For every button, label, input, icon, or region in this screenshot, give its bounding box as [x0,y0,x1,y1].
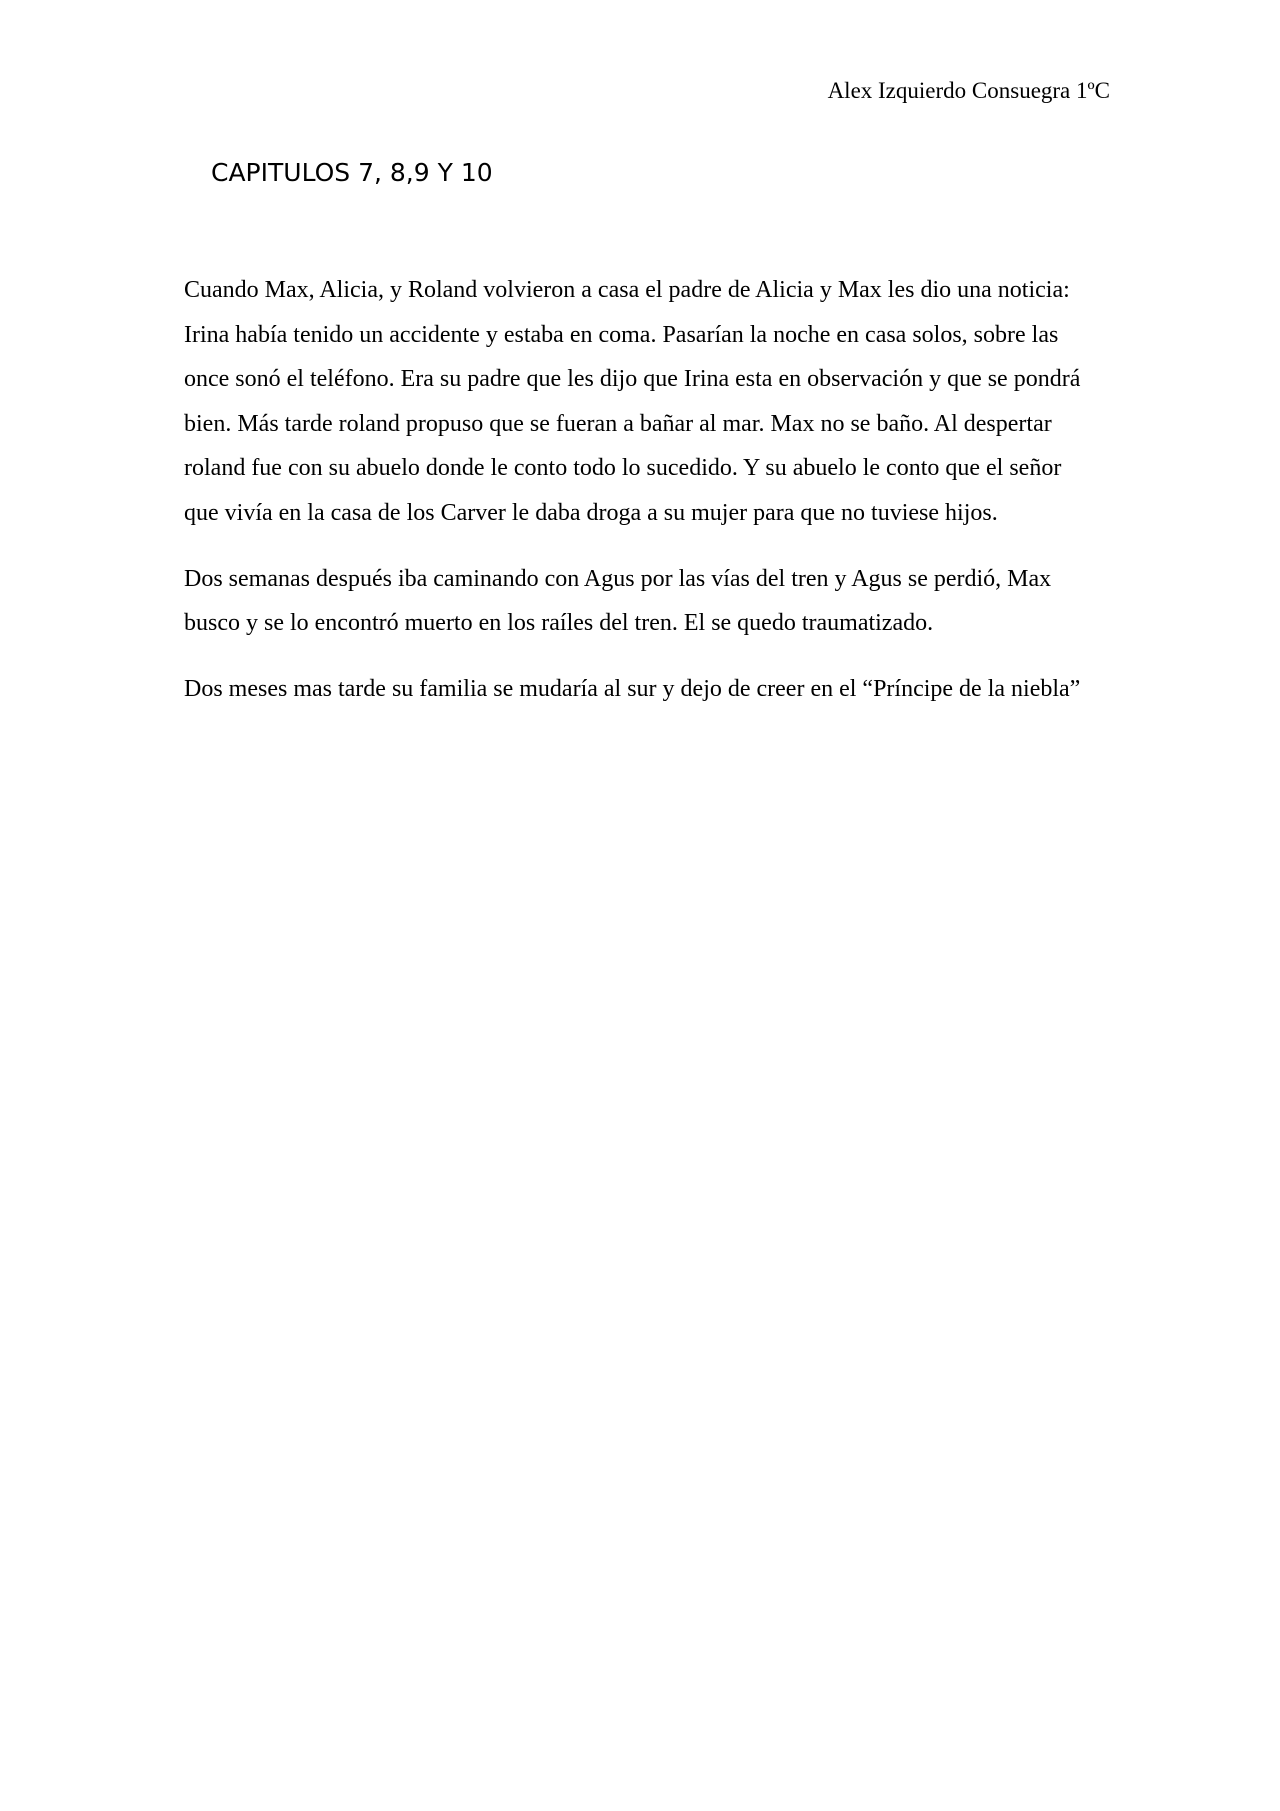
page-title: CAPITULOS 7, 8,9 Y 10 [211,158,493,187]
paragraph-1: Cuando Max, Alicia, y Roland volvieron a casa el padre de Alicia y Max les dio una noticia: Irina había tenido un accidente y estaba en coma. Pasarían la noche en casa solos, sobre las once sonó el teléfono. Era su padre que les dijo que Irina esta en observación y que se pondrá bien. Más tarde roland propuso que se fueran a bañar al mar. Max no se baño. Al despertar roland fue con su abuelo donde le conto todo lo sucedido. Y su abuelo le conto que el señor que vivía en la casa de los Carver le daba droga a su mujer para que no tuviese hijos. [184,277,1081,526]
paragraph-3: Dos meses mas tarde su familia se mudaría al sur y dejo de creer en el “Príncipe de la niebla” [184,675,1081,702]
document-body [184,268,1084,732]
paragraph-2: Dos semanas después iba caminando con Agus por las vías del tren y Agus se perdió, Max busco y se lo encontró muerto en los raíles del tren. El se quedo traumatizado. [184,565,1052,637]
header-author-name: Alex Izquierdo Consuegra 1ºC [827,78,1110,103]
